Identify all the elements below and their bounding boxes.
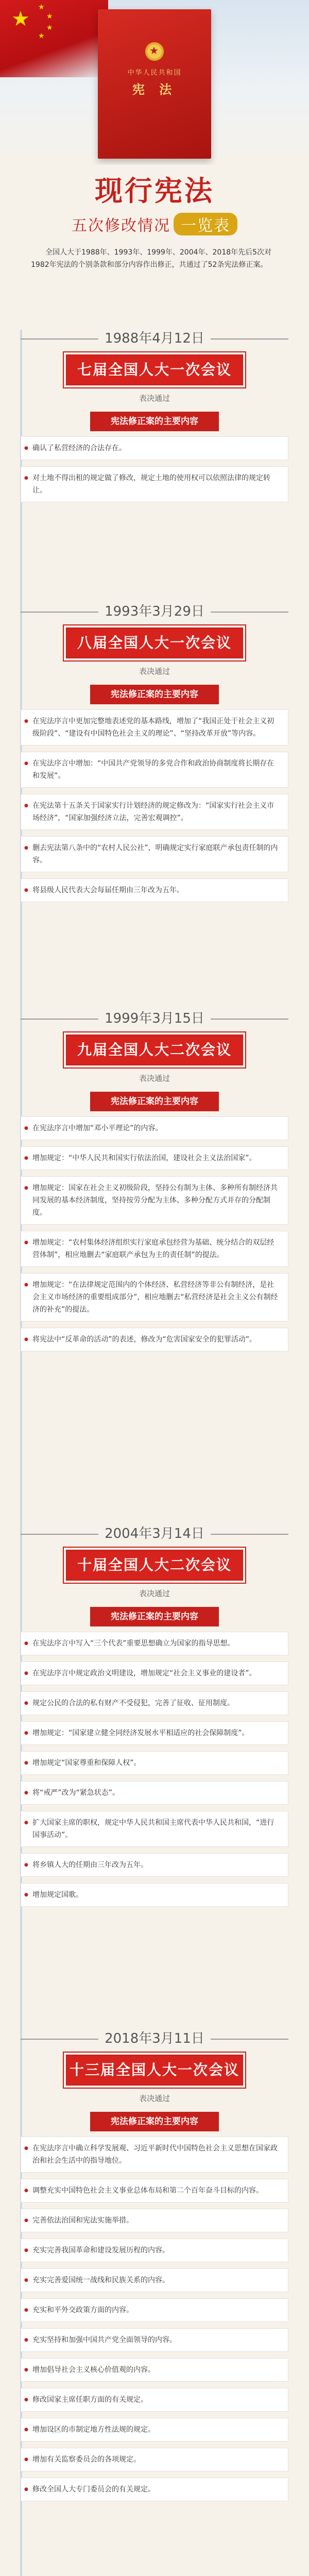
list-item: ● 充实完善爱国统一战线和民族关系的内容。 — [21, 2268, 288, 2292]
list-item: ● 在宪法序言中规定政治文明建设，增加规定“社会主义事业的建设者”。 — [21, 1662, 288, 1685]
list-item: ● 扩大国家主席的职权，规定中华人民共和国主席代表中华人民共和国，“进行国事活动”。 — [21, 1811, 288, 1847]
amendment-section-2004 — [21, 1525, 288, 1913]
list-item: ● 将“戒严”改为“紧急状态”。 — [21, 1781, 288, 1805]
content-heading: 宪法修正案的主要内容 — [90, 685, 219, 704]
small-star-icon: ★ — [46, 12, 53, 21]
list-item: ● 修改全国人大专门委员会的有关规定。 — [21, 2478, 288, 2501]
list-item: ● 增加规定国歌。 — [21, 1883, 288, 1907]
list-item: ● 增加设区的市制定地方性法规的规定。 — [21, 2418, 288, 2442]
list-item: ● 在宪法序言中更加完整地表述党的基本路线，增加了“我国正处于社会主义初级阶段”、“建设有中国特色社会主义的理论”、“坚持改革开放”等内容。 — [21, 709, 288, 745]
list-item: ● 增加规定“国家尊重和保障人权”。 — [21, 1751, 288, 1775]
section-date: 1988年4月12日 — [98, 330, 211, 347]
list-item: ● 增加有关监察委员会的各项规定。 — [21, 2448, 288, 2471]
national-flag-image — [0, 0, 108, 77]
list-item: ● 增加规定：“农村集体经济组织实行家庭承包经营为基础、统分结合的双层经营体制”，相应地删去“家庭联产承包为主的责任制”的提法。 — [21, 1231, 288, 1267]
list-item: ● 在宪法序言中增加“邓小平理论”的内容。 — [21, 1116, 288, 1140]
list-item: ● 增加规定：国家在社会主义初级阶段，坚持公有制为主体、多种所有制经济共同发展的基本经济制度，坚持按劳分配为主体、多种分配方式并存的分配制度。 — [21, 1176, 288, 1225]
date-bar — [21, 1525, 288, 1543]
amendment-section-2018 — [21, 2030, 288, 2507]
page-subtitle — [0, 213, 309, 235]
subtitle-pill: 一览表 — [174, 213, 237, 235]
date-bar — [21, 1010, 288, 1027]
list-item: ● 充实坚持和加强中国共产党全面领导的内容。 — [21, 2328, 288, 2352]
content-heading: 宪法修正案的主要内容 — [90, 412, 219, 431]
meeting-title: 九届全国人大二次会议 — [66, 1035, 243, 1065]
amendment-section-1988 — [21, 330, 288, 509]
list-item: ● 修改国家主席任职方面的有关规定。 — [21, 2388, 288, 2412]
passed-label: 表决通过 — [139, 1589, 170, 1598]
meeting-title: 十届全国人大二次会议 — [66, 1550, 243, 1581]
section-date: 2004年3月14日 — [98, 1525, 211, 1543]
section-date: 2018年3月11日 — [98, 2030, 211, 2047]
section-date: 1999年3月15日 — [98, 1010, 211, 1027]
passed-label: 表决通过 — [139, 1074, 170, 1083]
list-item: ● 在宪法第十五条关于国家实行计划经济的规定修改为：“国家实行社会主义市场经济”，“国家加强经济立法，完善宏观调控”。 — [21, 794, 288, 830]
date-bar — [21, 330, 288, 347]
content-heading: 宪法修正案的主要内容 — [90, 2112, 219, 2131]
list-item: ● 调整充实中国特色社会主义事业总体布局和第二个百年奋斗目标的内容。 — [21, 2179, 288, 2202]
list-item: ● 确认了私营经济的合法存在。 — [21, 436, 288, 460]
list-item: ● 充实完善我国革命和建设发展历程的内容。 — [21, 2239, 288, 2262]
section-date: 1993年3月29日 — [98, 603, 211, 620]
list-item: ● 将县级人民代表大会每届任期由三年改为五年。 — [21, 878, 288, 902]
list-item: ● 将乡镇人大的任期由三年改为五年。 — [21, 1853, 288, 1877]
list-item: ● 增加规定：“在法律规定范围内的个体经济、私营经济等非公有制经济，是社会主义市场经济的重要组成部分”，相应地删去“私营经济是社会主义公有制经济的补充”的提法。 — [21, 1273, 288, 1321]
list-item: ● 增加规定：“中华人民共和国实行依法治国，建设社会主义法治国家”。 — [21, 1146, 288, 1170]
passed-label: 表决通过 — [139, 667, 170, 676]
title-block — [0, 169, 309, 235]
item-list — [21, 436, 288, 502]
book-line-1: 中华人民共和国 — [127, 69, 182, 77]
book-line-2: 宪 法 — [132, 82, 177, 97]
passed-label: 表决通过 — [139, 394, 170, 403]
list-item: ● 删去宪法第八条中的“农村人民公社”，明确规定实行家庭联产承包责任制的内容。 — [21, 836, 288, 872]
amendment-section-1993 — [21, 603, 288, 908]
big-star-icon: ★ — [11, 7, 30, 31]
list-item: ● 将宪法中“反革命的活动”的表述，修改为“危害国家安全的犯罪活动”。 — [21, 1328, 288, 1351]
date-bar — [21, 603, 288, 620]
item-list — [21, 1632, 288, 1907]
header-banner — [0, 0, 309, 165]
amendment-section-1999 — [21, 1010, 288, 1358]
content-heading: 宪法修正案的主要内容 — [90, 1607, 219, 1626]
list-item: ● 充实和平外交政策方面的内容。 — [21, 2298, 288, 2322]
small-star-icon: ★ — [38, 3, 45, 11]
date-bar — [21, 2030, 288, 2047]
constitution-book-image — [98, 9, 211, 159]
item-list — [21, 709, 288, 902]
list-item: ● 在宪法序言中写入“三个代表”重要思想确立为国家的指导思想。 — [21, 1632, 288, 1655]
small-star-icon: ★ — [46, 24, 53, 32]
passed-label: 表决通过 — [139, 2094, 170, 2103]
page-title: 现行宪法 — [95, 175, 214, 207]
list-item: ● 增加倡导社会主义核心价值观的内容。 — [21, 2358, 288, 2382]
list-item: ● 规定公民的合法的私有财产不受侵犯，完善了征收、征用制度。 — [21, 1691, 288, 1715]
content-heading: 宪法修正案的主要内容 — [90, 1092, 219, 1111]
list-item: ● 在宪法序言中增加：“中国共产党领导的多党合作和政治协商制度将长期存在和发展”。 — [21, 752, 288, 788]
meeting-title: 七届全国人大一次会议 — [66, 354, 243, 385]
list-item: ● 对土地不得出租的规定做了修改，规定土地的使用权可以依照法律的规定转让。 — [21, 466, 288, 502]
list-item: ● 完善依法治国和宪法实施举措。 — [21, 2209, 288, 2232]
meeting-title: 十三届全国人大一次会议 — [66, 2055, 243, 2086]
list-item: ● 在宪法序言中确立科学发展观、习近平新时代中国特色社会主义思想在国家政治和社会生活中的指导地位。 — [21, 2137, 288, 2173]
national-emblem-icon — [145, 42, 164, 61]
meeting-title: 八届全国人大一次会议 — [66, 628, 243, 658]
item-list — [21, 2137, 288, 2501]
subtitle-text: 五次修改情况 — [72, 217, 170, 235]
item-list — [21, 1116, 288, 1351]
list-item: ● 增加规定：“国家建立健全同经济发展水平相适应的社会保障制度”。 — [21, 1721, 288, 1745]
intro-paragraph: 全国人大于1988年、1993年、1999年、2004年、2018年先后5次对1982年宪法的个别条款和部分内容作出修正，共通过了52条宪法修正案。 — [31, 248, 272, 269]
small-star-icon: ★ — [38, 32, 45, 40]
